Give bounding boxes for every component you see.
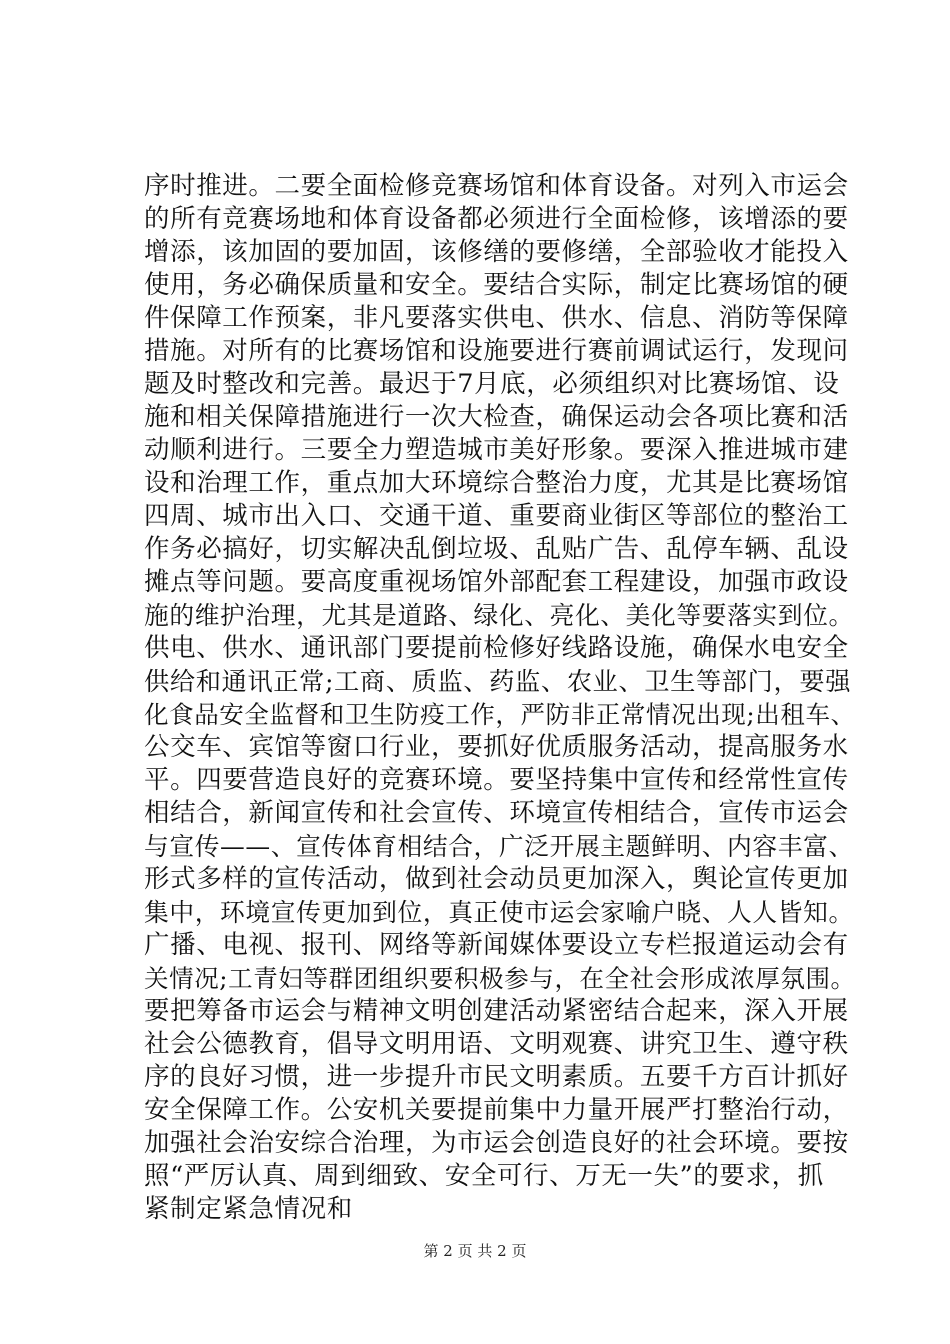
text-line: 照“严厉认真、周到细致、安全可行、万无一失”的要求，抓	[144, 1161, 824, 1191]
text-line: 供电、供水、通讯部门要提前检修好线路设施，确保水电安全	[144, 633, 849, 663]
body-text	[144, 170, 854, 1226]
text-line: 的所有竞赛场地和体育设备都必须进行全面检修，该增添的要	[144, 204, 849, 234]
text-line: 措施。对所有的比赛场馆和设施要进行赛前调试运行，发现问	[144, 336, 849, 366]
text-line: 摊点等问题。要高度重视场馆外部配套工程建设，加强市政设	[144, 567, 849, 597]
text-line: 关情况;工青妇等群团组织要积极参与，在全社会形成浓厚氛围。	[144, 964, 856, 993]
text-line: 序的良好习惯，进一步提升市民文明素质。五要千方百计抓好	[144, 1062, 849, 1092]
text-line: 作务必搞好，切实解决乱倒垃圾、乱贴广告、乱停车辆、乱设	[144, 534, 849, 564]
text-line: 紧制定紧急情况和	[144, 1194, 353, 1224]
text-line: 加强社会治安综合治理，为市运会创造良好的社会环境。要按	[144, 1128, 849, 1158]
text-line: 安全保障工作。公安机关要提前集中力量开展严打整治行动，	[144, 1095, 849, 1125]
text-line: 施的维护治理，尤其是道路、绿化、亮化、美化等要落实到位。	[144, 601, 854, 630]
text-line: 供给和通讯正常;工商、质监、药监、农业、卫生等部门，要强	[144, 667, 852, 696]
text-line: 序时推进。二要全面检修竞赛场馆和体育设备。对列入市运会	[144, 171, 849, 201]
text-line: 件保障工作预案，非凡要落实供电、供水、信息、消防等保障	[144, 303, 849, 333]
text-line: 动顺利进行。三要全力塑造城市美好形象。要深入推进城市建	[144, 435, 849, 465]
text-line: 公交车、宾馆等窗口行业，要抓好优质服务活动，提高服务水	[144, 732, 849, 762]
text-line: 平。四要营造良好的竞赛环境。要坚持集中宣传和经常性宣传	[144, 765, 849, 795]
text-line: 施和相关保障措施进行一次大检查，确保运动会各项比赛和活	[144, 402, 849, 432]
page-footer: 第 2 页 共 2 页	[423, 1242, 527, 1260]
text-line: 使用，务必确保质量和安全。要结合实际，制定比赛场馆的硬	[144, 270, 849, 300]
text-line: 社会公德教育，倡导文明用语、文明观赛、讲究卫生、遵守秩	[144, 1029, 849, 1059]
text-line: 形式多样的宣传活动，做到社会动员更加深入，舆论宣传更加	[144, 864, 849, 894]
text-line: 相结合，新闻宣传和社会宣传、环境宣传相结合，宣传市运会	[144, 798, 849, 828]
text-line: 要把筹备市运会与精神文明创建活动紧密结合起来，深入开展	[144, 996, 849, 1026]
text-line: 题及时整改和完善。最迟于7月底，必须组织对比赛场馆、设	[144, 369, 840, 399]
text-line: 化食品安全监督和卫生防疫工作，严防非正常情况出现;出租车、	[144, 700, 856, 729]
text-line: 设和治理工作，重点加大环境综合整治力度，尤其是比赛场馆	[144, 468, 849, 498]
text-line: 与宣传——、宣传体育相结合，广泛开展主题鲜明、内容丰富、	[144, 832, 854, 861]
text-line: 增添，该加固的要加固，该修缮的要修缮，全部验收才能投入	[144, 237, 849, 267]
text-line: 广播、电视、报刊、网络等新闻媒体要设立专栏报道运动会有	[144, 930, 849, 960]
text-line: 集中，环境宣传更加到位，真正使市运会家喻户晓、人人皆知。	[144, 898, 854, 927]
text-line: 四周、城市出入口、交通干道、重要商业街区等部位的整治工	[144, 501, 849, 531]
